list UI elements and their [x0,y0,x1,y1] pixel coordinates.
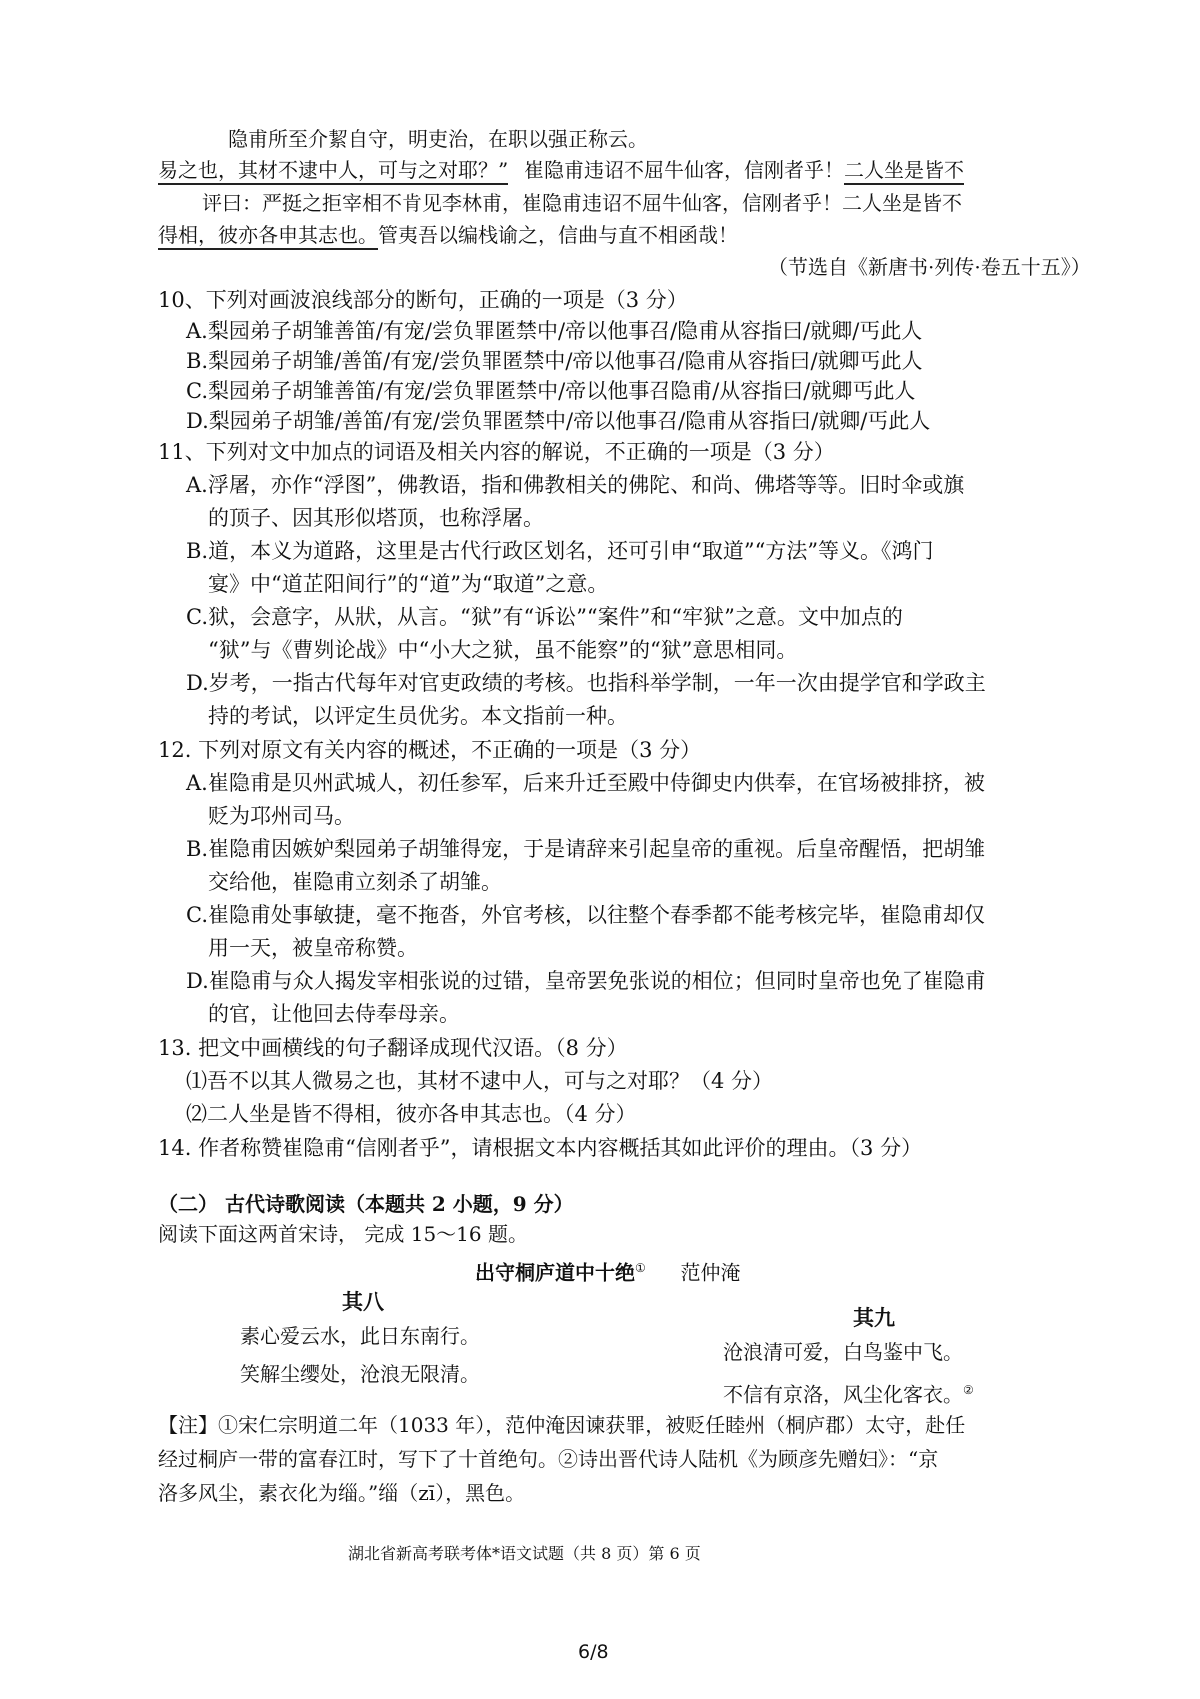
poem-title: 出守桐庐道中十绝① 范仲淹 [475,1260,741,1285]
q10-option-a: A.梨园弟子胡雏善笛/有宠/尝负罪匿禁中/帝以他事召/隐甫从容指曰/就卿/丐此人 [186,319,923,343]
q10-option-d: D.梨园弟子胡雏/善笛/有宠/尝负罪匿禁中/帝以他事召/隐甫从容指曰/就卿/丐此人 [186,409,931,433]
q12-line: A.崔隐甫是贝州武城人，初任参军，后来升迁至殿中侍御史内供奉，在官场被排挤，被 [186,771,985,795]
passage-comment: 评曰：严挺之拒宰相不肯见李林甫，崔隐甫违诏不屈牛仙客，信刚者乎！二人坐是皆不 [202,191,962,215]
poem-9-label: 其九 [853,1305,895,1330]
q13-item-1: ⑴吾不以其人微易之也，其材不逮中人，可与之对耶？（4 分） [186,1069,774,1093]
q13-item-2: ⑵二人坐是皆不得相，彼亦各申其志也。（4 分） [186,1102,637,1126]
q11-line: 宴》中“道芷阳间行”的“道”为“取道”之意。 [208,572,609,596]
q13-stem: 13. 把文中画横线的句子翻译成现代汉语。（8 分） [158,1036,628,1060]
poem-note-line: 洛多风尘，素衣化为缁。”缁（zī），黑色。 [158,1481,526,1505]
poem-9-line-2: 不信有京洛，风尘化客衣。② [723,1382,974,1407]
q12-stem: 12. 下列对原文有关内容的概述，不正确的一项是（3 分） [158,738,702,762]
passage-line-4: 得相，彼亦各申其志也。管夷吾以编栈谕之，信曲与直不相函哉！ [158,220,738,250]
underlined-sentence-1: 易之也，其材不逮中人，可与之对耶？” [158,158,508,185]
q11-line: B.道，本义为道路，这里是古代行政区划名，还可引申“取道”“方法”等义。《鸿门 [186,539,934,563]
q10-stem: 10、下列对画波浪线部分的断句，正确的一项是（3 分） [158,288,688,312]
q12-line: 交给他，崔隐甫立刻杀了胡雏。 [208,870,502,894]
q12-line: 用一天，被皇帝称赞。 [208,936,418,960]
poem-note-line: 经过桐庐一带的富春江时，写下了十首绝句。②诗出晋代诗人陆机《为顾彦先赠妇》：“京 [158,1447,939,1471]
poem-note-line: 【注】①宋仁宗明道二年（1033 年），范仲淹因谏获罪，被贬任睦州（桐庐郡）太守，赴任 [158,1413,966,1437]
poem-9-line-1: 沧浪清可爱，白鸟鉴中飞。 [723,1340,963,1364]
q11-line: 的顶子、因其形似塔顶，也称浮屠。 [208,506,544,530]
poem-8-line-2: 笑解尘缨处，沧浪无限清。 [240,1362,480,1386]
underlined-sentence-2-start: 二人坐是皆不 [844,158,964,185]
passage-source: （节选自《新唐书·列传·卷五十五》） [768,255,1091,279]
q11-line: “狱”与《曹刿论战》中“小大之狱，虽不能察”的“狱”意思相同。 [208,638,798,662]
poem-8-label: 其八 [342,1289,384,1314]
q10-option-c: C.梨园弟子胡雏善笛/有宠/尝负罪匿禁中/帝以他事召隐甫/从容指曰/就卿丐此人 [186,379,916,403]
section-instruction: 阅读下面这两首宋诗， 完成 15～16 题。 [158,1222,528,1246]
q11-line: A.浮屠，亦作“浮图”，佛教语，指和佛教相关的佛陀、和尚、佛塔等等。旧时伞或旗 [186,473,965,497]
q12-line: 的官，让他回去侍奉母亲。 [208,1002,460,1026]
poem-author: 范仲淹 [680,1260,741,1285]
q11-line: D.岁考，一指古代每年对官吏政绩的考核。也指科举学制，一年一次由提学官和学政主 [186,671,986,695]
q10-option-b: B.梨园弟子胡雏/善笛/有宠/尝负罪匿禁中/帝以他事召/隐甫从容指曰/就卿丐此人 [186,349,923,373]
q14-stem: 14. 作者称赞崔隐甫“信刚者乎”，请根据文本内容概括其如此评价的理由。（3 分） [158,1136,923,1160]
q12-line: D.崔隐甫与众人揭发宰相张说的过错，皇帝罢免张说的相位；但同时皇帝也免了崔隐甫 [186,969,986,993]
q11-stem: 11、下列对文中加点的词语及相关内容的解说，不正确的一项是（3 分） [158,440,835,464]
section-heading: （二） 古代诗歌阅读（本题共 2 小题，9 分） [158,1192,574,1216]
q12-line: B.崔隐甫因嫉妒梨园弟子胡雏得宠，于是请辞来引起皇帝的重视。后皇帝醒悟，把胡雏 [186,837,986,861]
passage-line-2-rest: 崔隐甫违诏不屈牛仙客，信刚者乎！二人坐是皆不 [524,155,964,185]
q11-line: 持的考试，以评定生员优劣。本文指前一种。 [208,704,628,728]
page-footer: 湖北省新高考联考体*语文试题（共 8 页）第 6 页 [348,1544,701,1563]
q11-line: C.狱，会意字，从狀，从言。“狱”有“诉讼”“案件”和“牢狱”之意。文中加点的 [186,605,903,629]
underlined-sentence-2-end: 得相，彼亦各申其志也。 [158,223,378,250]
poem-8-line-1: 素心爱云水，此日东南行。 [240,1324,480,1348]
page-number: 6/8 [578,1641,609,1663]
q12-line: C.崔隐甫处事敏捷，毫不拖沓，外官考核，以往整个春季都不能考核完毕，崔隐甫却仅 [186,903,985,927]
q12-line: 贬为邛州司马。 [208,804,355,828]
passage-line-1: 隐甫所至介絜自守，明吏治，在职以强正称云。 [228,127,648,151]
